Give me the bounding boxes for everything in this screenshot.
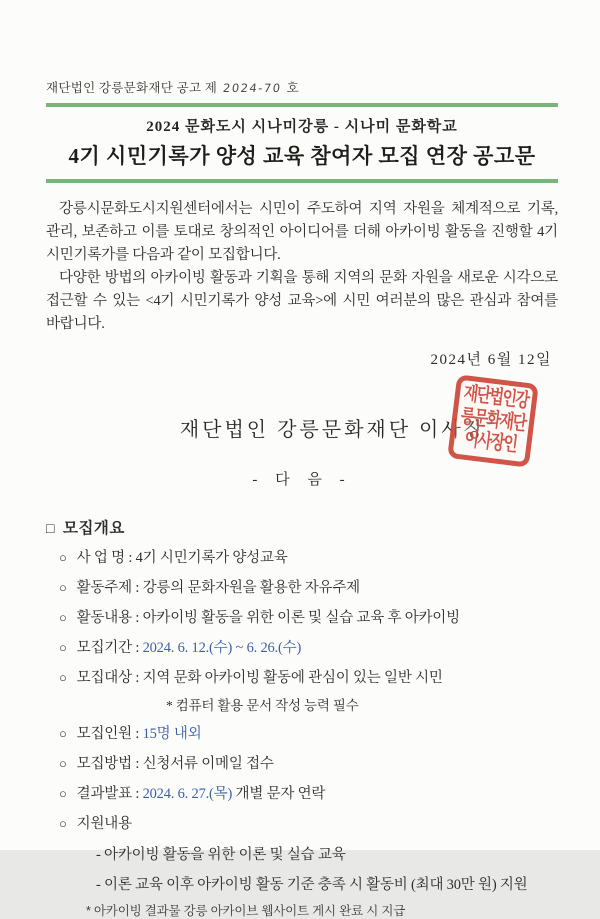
- overview-item: [46, 608, 558, 628]
- item-separator: :: [131, 670, 143, 686]
- circle-bullet-icon: ○: [59, 580, 67, 595]
- item-value: 지역 문화 아카이빙 활동에 관심이 있는 일반 시민: [142, 670, 443, 686]
- circle-bullet-icon: ○: [59, 756, 67, 771]
- item-separator: :: [131, 580, 143, 596]
- signature-title: 재단법인 강릉문화재단 이사장: [179, 419, 486, 441]
- item-label: 사 업 명: [76, 550, 125, 566]
- item-value-highlight: 15명 내외: [142, 726, 202, 742]
- daum-divider: - 다 음 -: [252, 472, 352, 488]
- circle-bullet-icon: ○: [59, 550, 67, 565]
- sub-note: * 컴퓨터 활용 문서 작성 능력 필수: [166, 698, 359, 713]
- item-value: 4기 시민기록가 양성교육: [135, 550, 288, 566]
- circle-bullet-icon: ○: [59, 610, 67, 625]
- item-separator: :: [131, 640, 143, 656]
- item-separator: :: [131, 756, 143, 772]
- item-separator: :: [124, 550, 136, 566]
- item-value-highlight: 2024. 6. 27.(목): [142, 786, 233, 802]
- footnote-gothic: * 아카이빙 결과물 강릉 아카이브 웹사이트 게시 완료 시 지급: [86, 904, 406, 918]
- overview-item: [46, 814, 558, 834]
- item-label: 활동내용: [76, 610, 132, 626]
- item-separator: :: [131, 786, 143, 802]
- item-label: 모집인원: [76, 726, 132, 742]
- circle-bullet-icon: ○: [59, 640, 67, 655]
- title-subtitle: 2024 문화도시 시나미강릉 - 시나미 문화학교: [146, 119, 458, 135]
- item-value: 아카이빙 활동을 위한 이론 및 실습 교육 후 아카이빙: [142, 610, 460, 626]
- item-value-highlight: 2024. 6. 12.(수) ~ 6. 26.(수): [142, 640, 302, 656]
- circle-bullet-icon: ○: [59, 816, 67, 831]
- section-heading-label: 모집개요: [62, 520, 125, 537]
- seal-text-row: 재단법인강: [462, 383, 530, 413]
- item-label: 활동주제: [76, 580, 132, 596]
- item-label: 지원내용: [76, 816, 132, 832]
- announcement-date: 2024년 6월 12일: [430, 352, 552, 368]
- signature-block: [46, 383, 558, 456]
- overview-item: [46, 668, 558, 688]
- official-seal-stamp: [447, 374, 539, 467]
- overview-list: [46, 548, 558, 919]
- paragraph-1: 강릉시문화도시지원센터에서는 시민이 주도하여 지역 자원을 체계적으로 기록, 관리, 보존하고 이를 토대로 창의적인 아이디어를 더해 아카이빙 활동을 진행할 4기 시민기록가를 다음과 같이 모집합니다.: [46, 201, 558, 263]
- overview-item: [46, 578, 558, 598]
- item-label: 모집방법: [76, 756, 132, 772]
- item-value: 강릉의 문화자원을 활용한 자유주제: [142, 580, 360, 596]
- title-main: 4기 시민기록가 양성 교육 참여자 모집 연장 공고문: [68, 144, 536, 168]
- circle-bullet-icon: ○: [59, 786, 67, 801]
- document-number: [46, 78, 558, 96]
- circle-bullet-icon: ○: [59, 726, 67, 741]
- intro-paragraphs: [46, 198, 558, 336]
- item-label: 결과발표: [76, 786, 132, 802]
- seal-text-row: 릉문화재단: [459, 406, 527, 435]
- seal-text-row: 이사장인: [463, 428, 518, 456]
- dash-sub-item: - 이론 교육 이후 아카이빙 활동 기준 충족 시 활동비 (최대 30만 원) 지원: [96, 877, 528, 893]
- section-heading: [46, 516, 558, 538]
- paragraph-2: 다양한 방법의 아카이빙 활동과 기획을 통해 지역의 문화 자원을 새로운 시각으로 접근할 수 있는 <4기 시민기록가 양성 교육>에 시민 여러분의 많은 관심과 참여를 바랍니다.: [46, 270, 558, 332]
- item-value: 개별 문자 연락: [232, 786, 326, 802]
- item-label: 모집기간: [76, 640, 132, 656]
- overview-item: [46, 784, 558, 804]
- item-separator: :: [131, 726, 143, 742]
- overview-item: [46, 638, 558, 658]
- document-number-prefix: 재단법인 강릉문화재단 공고 제: [46, 81, 218, 95]
- item-separator: :: [131, 610, 143, 626]
- overview-item: [46, 724, 558, 744]
- overview-item: [46, 754, 558, 774]
- recruitment-overview-section: [46, 516, 558, 919]
- square-bullet-icon: □: [46, 522, 55, 537]
- document-number-suffix: 호: [286, 81, 299, 95]
- item-value: 신청서류 이메일 접수: [142, 756, 274, 772]
- title-box: [46, 103, 558, 183]
- overview-item: [46, 548, 558, 568]
- circle-bullet-icon: ○: [59, 670, 67, 685]
- item-label: 모집대상: [76, 670, 132, 686]
- dash-sub-item: - 아카이빙 활동을 위한 이론 및 실습 교육: [96, 847, 346, 863]
- document-number-handwritten: 2024-70: [221, 81, 283, 95]
